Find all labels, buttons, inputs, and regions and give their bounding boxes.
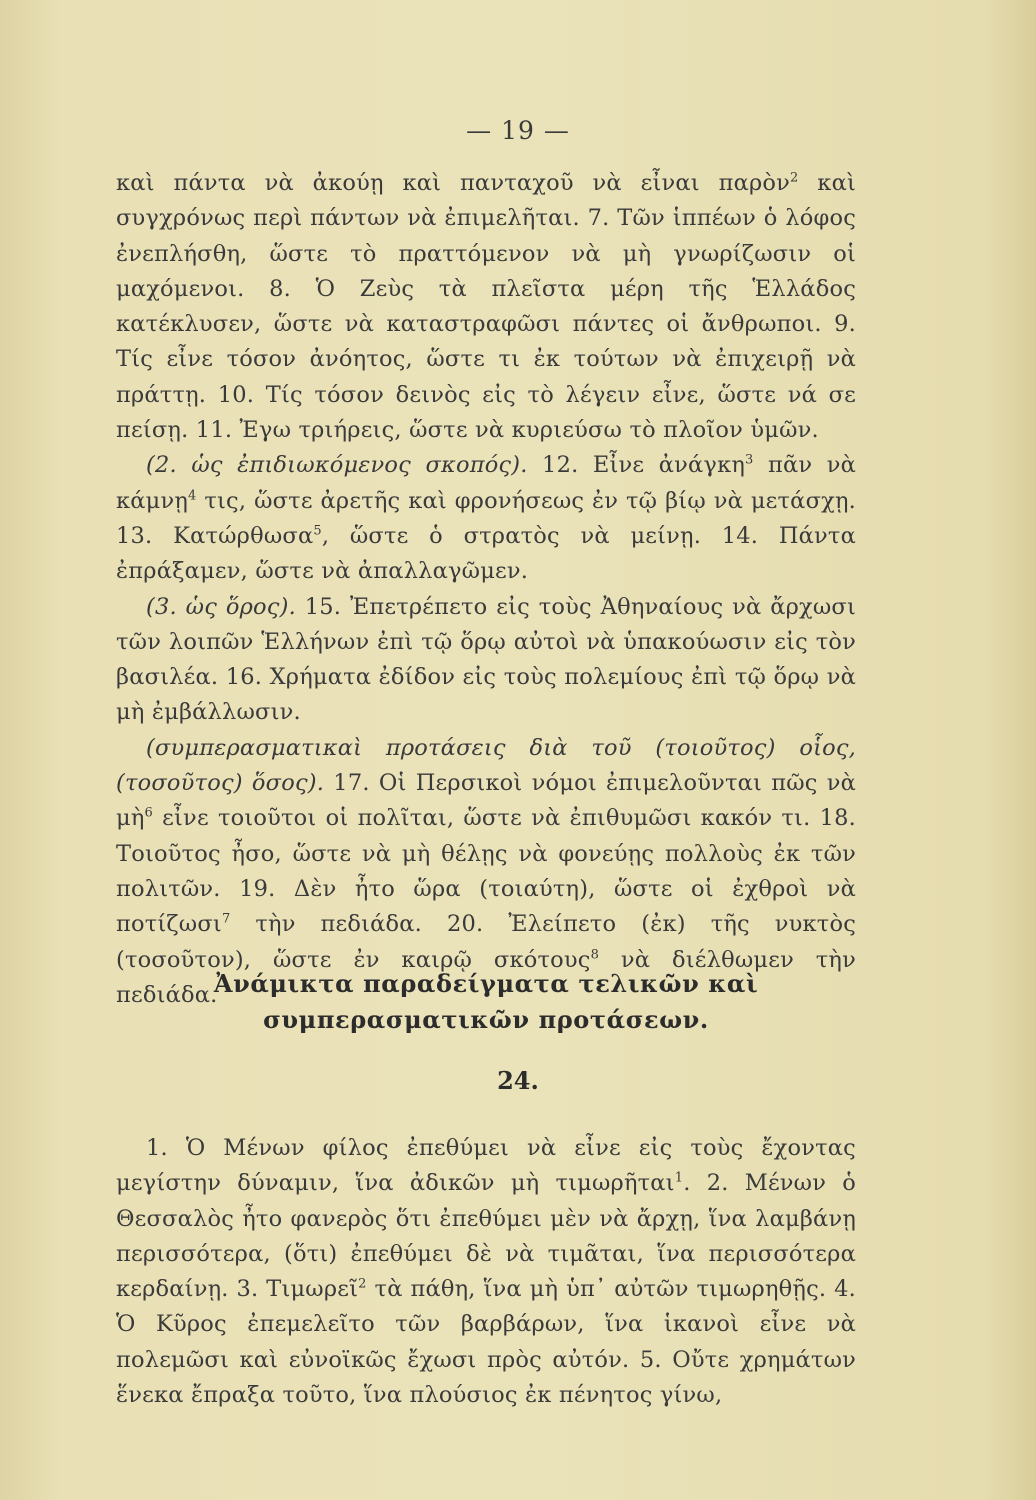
text-run: νὰ διέλθωμεν τὴν πεδιάδα. [116, 946, 856, 1008]
text-run: πᾶν νὰ κάμνῃ [116, 452, 856, 514]
text-run: . 2. Μένων ὁ Θεσσαλὸς ἦτο φανερὸς ὅτι ἐπεθύμει μὲν νὰ ἄρχῃ, ἵνα λαμβάνῃ περισσότερα, (ὅτι) ἐπεθύμει δὲ νὰ τιμᾶται, ἵνα περισσότερα κερδαίνῃ. 3. Τιμωρεῖ [116, 1170, 857, 1303]
section-number: 24. [497, 1066, 539, 1095]
exercises-paragraph-3 [116, 590, 856, 731]
section-text-block [116, 1131, 856, 1413]
text-run: 1. Ὁ Μένων φίλος ἐπεθύμει νὰ εἶνε εἰς τοὺς ἔχοντας μεγίστην δύναμιν, ἵνα ἀδικῶν μὴ τιμωρῆται [116, 1135, 856, 1197]
text-run: εἶνε τοιοῦτοι οἱ πολῖται, ὥστε νὰ ἐπιθυμῶσι κακόν τι. 18. Τοιοῦτος ἦσο, ὥστε νὰ μὴ θέλῃς νὰ φονεύῃς πολλοὺς ἐκ τῶν πολιτῶν. 19. Δὲν ἦτο ὥρα (τοιαύτη), ὥστε οἱ ἐχθροὶ νὰ ποτίζωσι [116, 805, 856, 938]
footnote-ref: 5 [313, 523, 322, 539]
text-run: 15. Ἐπετρέπετο εἰς τοὺς Ἀθηναίους νὰ ἄρχωσι τῶν λοιπῶν Ἑλλήνων ἐπὶ τῷ ὅρῳ αὐτοὶ νὰ ὑπακούωσιν εἰς τὸν βασιλέα. 16. Χρήματα ἐδίδον εἰς τοὺς πολεμίους ἐπὶ τῷ ὅρῳ νὰ μὴ ἐμβάλλωσιν. [116, 593, 856, 726]
footnote-ref: 2 [790, 170, 799, 186]
text-run: , ὥστε ὁ στρατὸς νὰ μείνῃ. 14. Πάντα ἐπράξαμεν, ὥστε νὰ ἀπαλλαγῶμεν. [116, 522, 856, 585]
footnote-ref: 3 [745, 452, 754, 468]
text-run: τις, ὥστε ἀρετῆς καὶ φρονήσεως ἐν τῷ βίῳ νὰ μετάσχῃ. 13. Κατώρθωσα [116, 487, 856, 549]
section-paragraph [116, 1131, 856, 1413]
rule-label: (2. ὡς ἐπιδιωκόμενος σκοπός). [146, 452, 528, 479]
text-run: τὴν πεδιάδα. 20. Ἐλείπετο (ἐκ) τῆς νυκτὸς (τοσοῦτον), ὥστε ἐν καιρῷ σκότους [116, 911, 856, 973]
text-run: καὶ πάντα νὰ ἀκούῃ καὶ πανταχοῦ νὰ εἶναι παρὸν [116, 170, 791, 196]
rule-label: (3. ὡς ὅρος). [146, 593, 296, 620]
exercises-paragraph-2 [116, 448, 856, 589]
exercises-paragraph-1 [116, 166, 856, 448]
exercise-block [116, 166, 856, 1013]
text-run: καὶ συγχρόνως περὶ πάντων νὰ ἐπιμελῆται. 7. Τῶν ἱππέων ὁ λόφος ἐνεπλήσθη, ὥστε τὸ πραττόμενον νὰ μὴ γνωρίζωσιν οἱ μαχόμενοι. 8. Ὁ Ζεὺς τὰ πλεῖστα μέρη τῆς Ἑλλάδος κατέκλυσεν, ὥστε νὰ καταστραφῶσι πάντες οἱ ἄνθρωποι. 9. Τίς εἶνε τόσον ἀνόητος, ὥστε τι ἐκ τούτων νὰ ἐπιχειρῇ νὰ πράττῃ. 10. Τίς τόσον δεινὸς εἰς τὸ λέγειν εἶνε, ὥστε νά σε πείσῃ. 11. Ἐγω τριήρεις, ὥστε νὰ κυριεύσω τὸ πλοῖον ὑμῶν. [116, 170, 856, 444]
rule-label: (συμπερασματικαὶ προτάσεις διὰ τοῦ (τοιοῦτος) οἷος, (τοσοῦτος) ὅσος). [116, 734, 856, 797]
footnote-ref: 2 [358, 1276, 367, 1292]
footnote-ref: 4 [188, 488, 197, 504]
text-run: 12. Εἶνε ἀνάγκη [527, 452, 746, 479]
footnote-ref: 6 [144, 805, 153, 821]
footnote-ref: 8 [590, 947, 600, 963]
text-run: τὰ πάθη, ἵνα μὴ ὑπ᾽ αὐτῶν τιμωρηθῇς. 4. Ὁ Κῦρος ἐπεμελεῖτο τῶν βαρβάρων, ἵνα ἱκανοὶ εἶνε νὰ πολεμῶσι καὶ εὐνοϊκῶς ἔχωσι πρὸς αὐτόν. 5. Οὔτε χρημάτων ἕνεκα ἔπραξα τοῦτο, ἵνα πλούσιος ἐκ πένητος γίνω, [116, 1276, 856, 1409]
section-heading: Ἀνάμικτα παραδείγματα τελικῶν καὶ συμπερασματικῶν προτάσεων. [213, 969, 759, 1034]
footnote-ref: 1 [674, 1170, 684, 1186]
text-run: 17. Οἱ Περσικοὶ νόμοι ἐπιμελοῦνται πῶς νὰ μὴ [116, 770, 857, 832]
page-number: — 19 — [466, 116, 570, 145]
footnote-ref: 7 [221, 911, 231, 927]
